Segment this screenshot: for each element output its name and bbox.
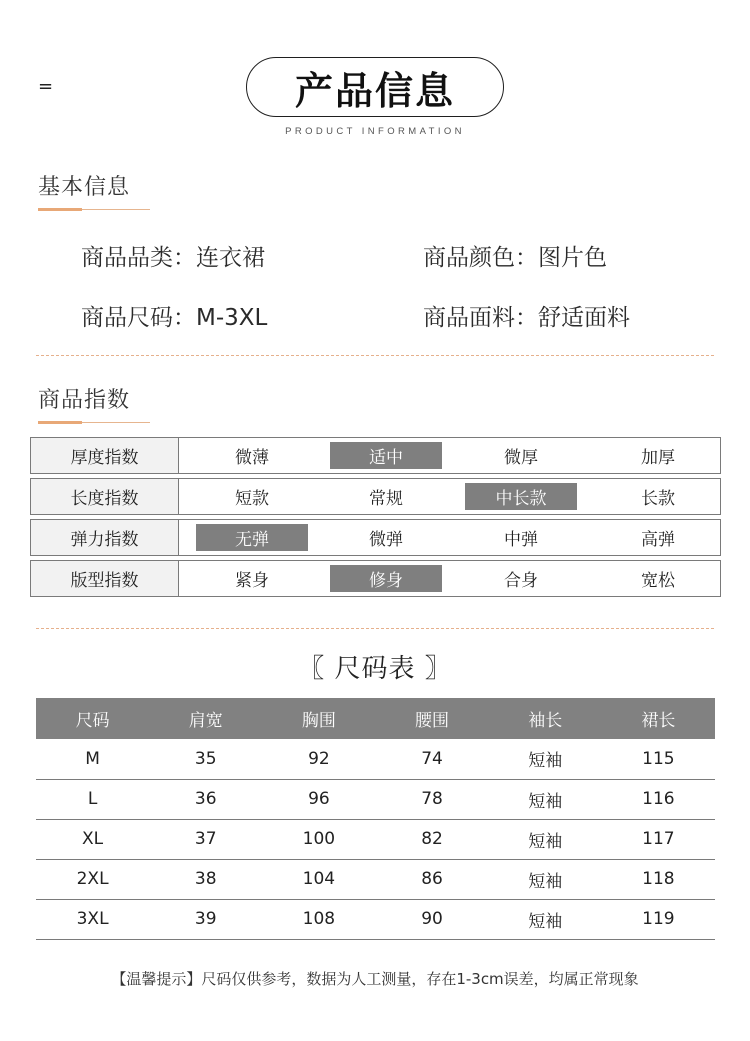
index-option: 加厚	[641, 448, 675, 468]
index-option: 微厚	[504, 448, 538, 468]
index-option-selected: 无弹	[196, 524, 308, 551]
table-cell: 86	[375, 859, 488, 899]
section-heading: 基本信息	[38, 175, 131, 200]
table-row	[36, 779, 715, 819]
table-cell: 短袖	[489, 779, 602, 819]
index-option: 紧身	[235, 571, 269, 591]
table-cell: 119	[602, 899, 715, 939]
table-cell: 74	[375, 739, 488, 779]
section-heading: 商品指数	[38, 388, 131, 413]
table-cell: 115	[602, 739, 715, 779]
column-header: 尺码	[36, 698, 149, 739]
index-option-selected: 适中	[330, 442, 442, 469]
table-cell: XL	[36, 819, 149, 859]
page-title: 产品信息	[294, 67, 455, 113]
table-cell: 短袖	[489, 899, 602, 939]
title-badge	[246, 57, 504, 117]
table-cell: 短袖	[489, 819, 602, 859]
index-option: 常规	[369, 489, 403, 509]
table-row	[36, 819, 715, 859]
menu-icon[interactable]: =	[38, 76, 54, 97]
index-option: 高弹	[641, 530, 675, 550]
table-cell: 82	[375, 819, 488, 859]
info-color: 商品颜色：图片色	[423, 245, 607, 271]
index-options	[179, 561, 720, 596]
index-label: 厚度指数	[31, 438, 179, 473]
column-header: 袖长	[489, 698, 602, 739]
table-cell: 39	[149, 899, 262, 939]
table-cell: 78	[375, 779, 488, 819]
index-option: 微弹	[369, 530, 403, 550]
page-subtitle: PRODUCT INFORMATION	[285, 126, 465, 137]
size-table	[36, 698, 715, 940]
size-note: 【温馨提示】尺码仅供参考，数据为人工测量，存在1-3cm误差，均属正常现象	[111, 970, 639, 988]
table-cell: 36	[149, 779, 262, 819]
info-fabric: 商品面料：舒适面料	[423, 305, 630, 331]
table-cell: 117	[602, 819, 715, 859]
table-cell: 3XL	[36, 899, 149, 939]
index-label: 长度指数	[31, 479, 179, 514]
index-row	[30, 478, 721, 515]
info-size: 商品尺码：M-3XL	[81, 305, 268, 331]
table-cell: 108	[262, 899, 375, 939]
section-underline	[38, 421, 150, 423]
table-cell: 90	[375, 899, 488, 939]
table-header-row	[36, 698, 715, 739]
index-option: 微薄	[235, 448, 269, 468]
table-row	[36, 739, 715, 779]
table-row	[36, 899, 715, 939]
index-label: 版型指数	[31, 561, 179, 596]
index-row	[30, 519, 721, 556]
divider	[36, 355, 714, 356]
table-cell: 96	[262, 779, 375, 819]
table-cell: L	[36, 779, 149, 819]
table-cell: 38	[149, 859, 262, 899]
section-basic-info	[38, 170, 150, 210]
index-option: 合身	[504, 571, 538, 591]
section-underline	[38, 208, 150, 210]
divider	[36, 628, 714, 629]
table-cell: 92	[262, 739, 375, 779]
index-options	[179, 520, 720, 555]
table-cell: 2XL	[36, 859, 149, 899]
index-option: 短款	[235, 489, 269, 509]
index-row	[30, 560, 721, 597]
section-indices	[38, 383, 150, 423]
size-table-title: 〖 尺码表 〗	[298, 654, 452, 684]
index-option-selected: 修身	[330, 565, 442, 592]
index-options	[179, 479, 720, 514]
table-cell: 短袖	[489, 859, 602, 899]
index-option: 中弹	[504, 530, 538, 550]
table-cell: 118	[602, 859, 715, 899]
index-option-selected: 中长款	[465, 483, 577, 510]
table-cell: 35	[149, 739, 262, 779]
table-cell: 116	[602, 779, 715, 819]
column-header: 裙长	[602, 698, 715, 739]
index-row	[30, 437, 721, 474]
table-cell: 短袖	[489, 739, 602, 779]
index-option: 长款	[641, 489, 675, 509]
column-header: 肩宽	[149, 698, 262, 739]
table-cell: 104	[262, 859, 375, 899]
index-label: 弹力指数	[31, 520, 179, 555]
table-cell: 100	[262, 819, 375, 859]
table-cell: 37	[149, 819, 262, 859]
info-category: 商品品类：连衣裙	[81, 245, 265, 271]
column-header: 胸围	[262, 698, 375, 739]
table-cell: M	[36, 739, 149, 779]
table-row	[36, 859, 715, 899]
index-options	[179, 438, 720, 473]
column-header: 腰围	[375, 698, 488, 739]
index-option: 宽松	[641, 571, 675, 591]
